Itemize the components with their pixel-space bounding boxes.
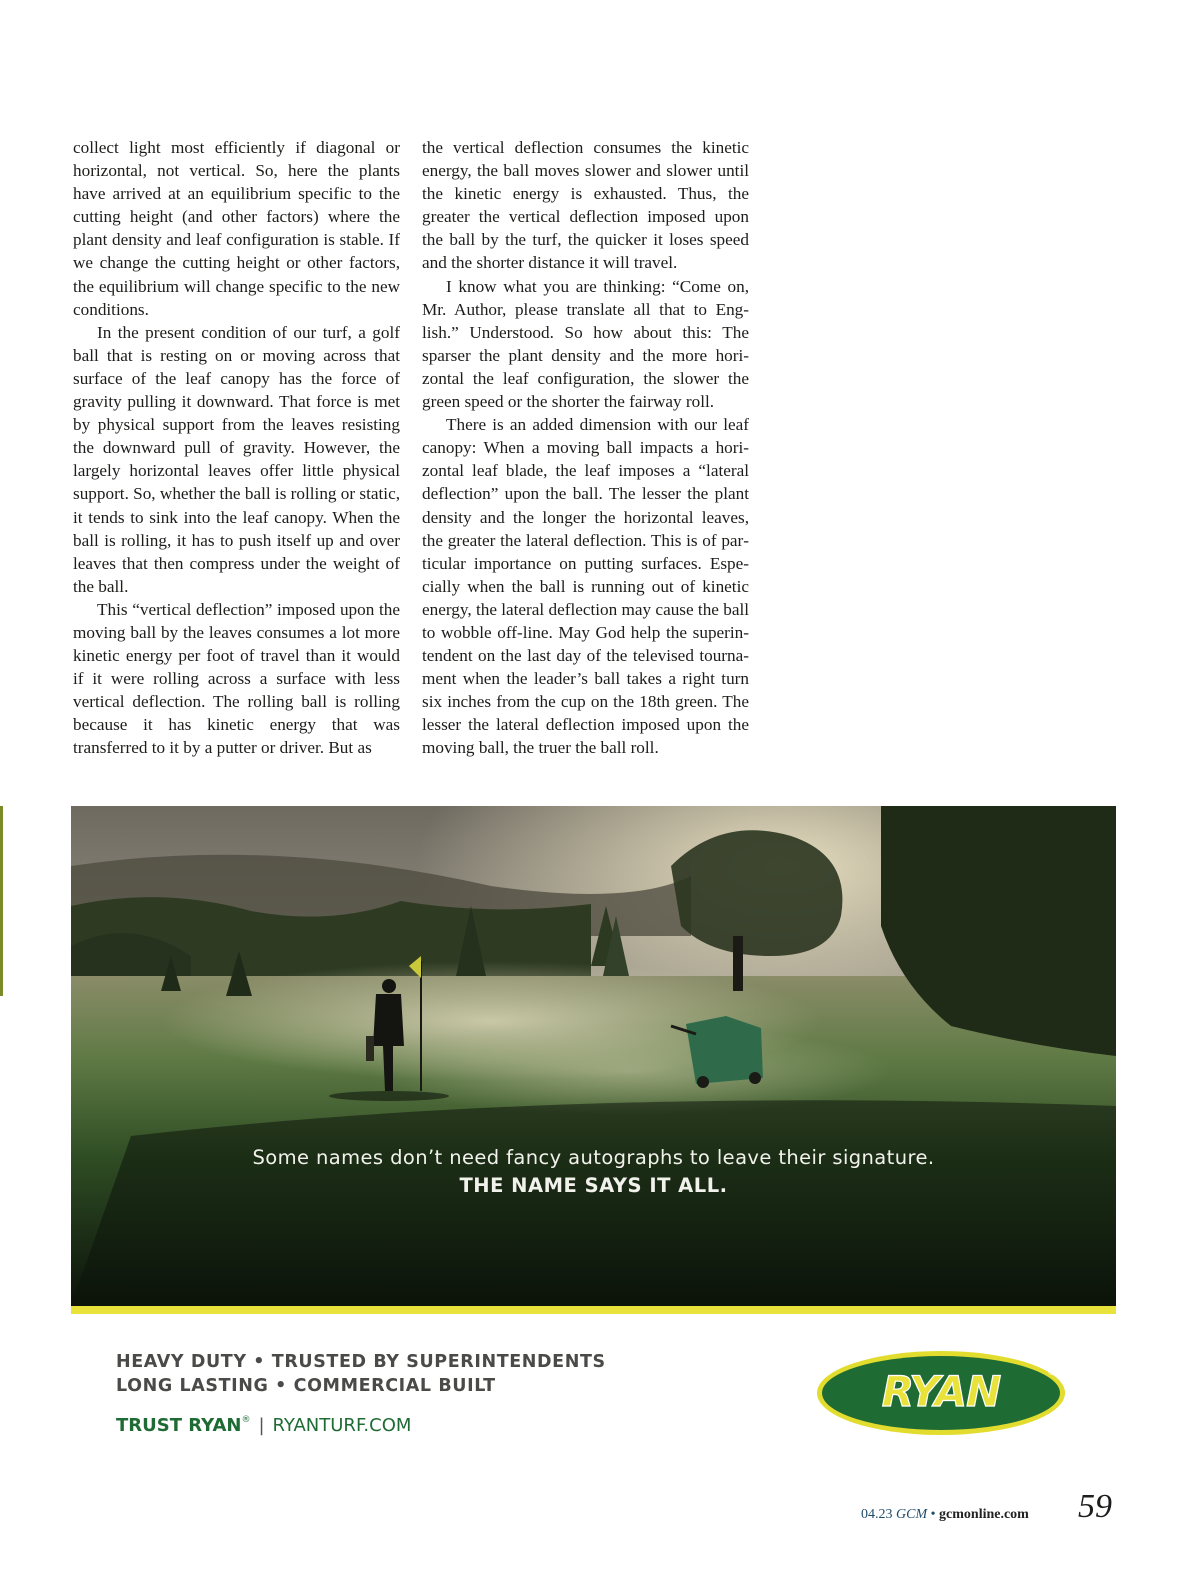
footer-issue-date: 04.23 bbox=[861, 1507, 893, 1522]
footer-magazine: GCM bbox=[896, 1507, 928, 1522]
trust-ryan-label: TRUST RYAN bbox=[116, 1415, 242, 1436]
registered-mark: ® bbox=[241, 1415, 251, 1425]
page-edge-mark bbox=[0, 806, 3, 996]
ad-feature-line: HEAVY DUTY • TRUSTED BY SUPERINTENDENTS bbox=[116, 1352, 606, 1372]
article-paragraph: the vertical deflection consumes the kinetic energy, the ball moves slower and slower until the kinetic energy is exhausted. Thus, the greater the vertical deflection imposed upon the ball by the turf, the quicker it loses speed and the shorter distance it will travel. bbox=[422, 138, 749, 273]
article-paragraph: This “vertical deflection” imposed upon the moving ball by the leaves consumes a lot more kinetic energy per foot of travel than it would if it were rolling across a surface with less vertical deflection. The rolling ball is rolling because it has kinetic energy that was transferred to it by a putter or driver. But as bbox=[73, 599, 400, 758]
ad-golf-course-photo bbox=[71, 806, 1116, 1306]
article-column-left bbox=[73, 136, 400, 760]
footer-issue-line bbox=[861, 1507, 1029, 1523]
article-paragraph: collect light most efficiently if diagonal or horizontal, not vertical. So, here the plants have arrived at an equilibrium specific to the cutting height (and other factors) where the plant density and leaf configuration is stable. If we change the cutting height or other factors, the equilibrium will change specific to the new conditions. bbox=[73, 138, 400, 319]
article-paragraph: There is an added dimension with our leaf canopy: When a moving ball impacts a horizontal leaf blade, the leaf imposes a “lateral deflection” upon the ball. The lesser the plant density and the longer the horizontal leaves, the greater the lateral deflection. This is of particular importance on putting surfaces. Especially when the ball is running out of kinetic energy, the lateral deflection may cause the ball to wobble off-line. May God help the superintendent on the last day of the televised tournament when the leader’s ball takes a right turn six inches from the cup on the 18th green. The lesser the lateral deflection imposed upon the moving ball, the truer the ball roll. bbox=[422, 415, 749, 758]
article-paragraph: In the present condition of our turf, a golf ball that is resting on or moving across that surface of the leaf canopy has the force of gravity pulling it downward. That force is met by physical support from the leaves resisting the downward pull of gravity. However, the largely horizontal leaves offer little physical support. So, whether the ball is rolling or static, it tends to sink into the leaf canopy. When the ball is rolling, it has to push itself up and over leaves that then compress under the weight of the ball. bbox=[73, 322, 400, 596]
article-paragraph: I know what you are thinking: “Come on, Mr. Author, please translate all that to English.” Understood. So how about this: The sparser the plant density and the more horizontal the leaf configuration, the slower the green speed or the shorter the fairway roll. bbox=[422, 276, 749, 412]
footer-bullet: • bbox=[930, 1507, 936, 1522]
footer-site-link[interactable]: gcmonline.com bbox=[939, 1507, 1029, 1522]
ad-accent-stripe bbox=[71, 1306, 1116, 1314]
page-number: 59 bbox=[1078, 1488, 1112, 1525]
ryan-logo-registered-mark: ® bbox=[1047, 1368, 1056, 1378]
ad-trust-line bbox=[116, 1415, 411, 1436]
ad-slogan: THE NAME SAYS IT ALL. bbox=[459, 1174, 728, 1197]
ryan-logo-text: RYAN bbox=[881, 1367, 1001, 1416]
article-column-right bbox=[422, 136, 749, 760]
ryan-logo bbox=[815, 1349, 1070, 1437]
ad-feature-line: LONG LASTING • COMMERCIAL BUILT bbox=[116, 1376, 496, 1396]
separator: | bbox=[258, 1415, 265, 1436]
ad-website-link[interactable]: RYANTURF.COM bbox=[272, 1415, 412, 1436]
ad-tagline: Some names don’t need fancy autographs to leave their signature. bbox=[252, 1146, 935, 1169]
